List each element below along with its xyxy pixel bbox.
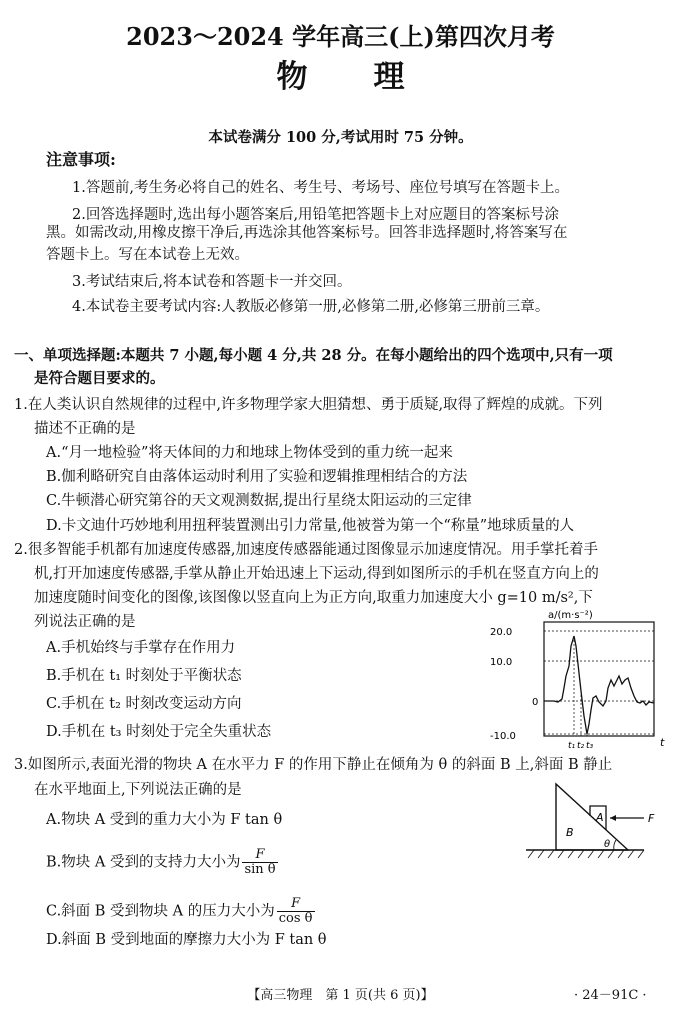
q3-option-d: D.斜面 B 受到地面的摩擦力大小为 F tan θ <box>46 932 327 948</box>
exam-info: 本试卷满分 100 分,考试用时 75 分钟。 <box>208 129 473 146</box>
notice-item-4: 4.本试卷主要考试内容:人教版必修第一册,必修第二册,必修第三册前三章。 <box>72 299 550 315</box>
q3-stem-cont: 在水平地面上,下列说法正确的是 <box>34 782 242 798</box>
t2-label: t₂ <box>577 741 585 751</box>
exam-title: 2023～2024 学年高三(上)第四次月考 <box>126 22 555 51</box>
q2-stem: 2.很多智能手机都有加速度传感器,加速度传感器能通过图像显示加速度情况。用手掌托着手 <box>14 542 598 558</box>
section1-heading-cont: 是符合题目要求的。 <box>34 370 165 387</box>
q2-option-c: C.手机在 t₂ 时刻改变运动方向 <box>46 696 242 712</box>
q3-option-b-denominator: sin θ <box>244 862 276 877</box>
q2-stem-cont: 机,打开加速度传感器,手掌从静止开始迅速上下运动,得到如图所示的手机在竖直方向上的 <box>34 566 599 582</box>
paper-code: · 24－91C · <box>574 988 647 1003</box>
graph-ylabel: a/(m·s⁻²) <box>548 610 593 621</box>
graph-xlabel: t <box>660 736 665 749</box>
q3-option-b-fraction <box>242 848 277 877</box>
q3-option-b-numerator: F <box>242 848 277 863</box>
section1-heading: 一、单项选择题:本题共 7 小题,每小题 4 分,共 28 分。在每小题给出的四个选项中,只有一项 <box>14 347 613 364</box>
q1-stem-cont: 描述不正确的是 <box>34 421 136 437</box>
t1-label: t₁ <box>568 741 576 751</box>
q3-option-c-fraction <box>277 897 315 926</box>
label-b: B <box>566 826 574 839</box>
q3-option-c-text: C.斜面 B 受到物块 A 的压力大小为 <box>46 903 275 920</box>
q3-stem: 3.如图所示,表面光滑的物块 A 在水平力 F 的作用下静止在倾角为 θ 的斜面 B 上,斜面 B 静止 <box>14 757 613 773</box>
q2-stem-cont3: 列说法正确的是 <box>34 614 136 630</box>
notice-item-3: 3.考试结束后,将本试卷和答题卡一并交回。 <box>72 274 352 290</box>
graph-frame <box>544 622 654 736</box>
notice-item-2-cont: 黑。如需改动,用橡皮擦干净后,再选涂其他答案标号。回答非选择题时,将答案写在 <box>46 225 568 241</box>
q3-option-c-denominator: cos θ <box>278 911 313 926</box>
notice-heading: 注意事项: <box>46 150 116 169</box>
acceleration-time-graph <box>488 606 674 752</box>
ground-hatch <box>528 850 644 858</box>
notice-item-2-cont2: 答题卡上。写在本试卷上无效。 <box>46 247 249 263</box>
q3-option-b <box>46 848 280 877</box>
q2-stem-cont2: 加速度随时间变化的图像,该图像以竖直向上为正方向,取重力加速度大小 g=10 m/s²,下 <box>34 590 593 606</box>
q3-option-c <box>46 897 317 926</box>
q1-option-d: D.卡文迪什巧妙地利用扭秤装置测出引力常量,他被誉为第一个“称量”地球质量的人 <box>46 518 575 534</box>
label-theta: θ <box>604 839 611 850</box>
q2-option-b: B.手机在 t₁ 时刻处于平衡状态 <box>46 668 242 684</box>
q1-option-a: A.“月一地检验”将天体间的力和地球上物体受到的重力统一起来 <box>46 445 453 461</box>
tick-neg10: -10.0 <box>490 731 516 742</box>
subject-title: 物理 <box>276 59 471 95</box>
tick-0: 0 <box>532 697 539 708</box>
angle-arc <box>614 840 616 850</box>
label-f: F <box>648 812 655 825</box>
q3-option-b-text: B.物块 A 受到的支持力大小为 <box>46 854 241 871</box>
notice-item-1: 1.答题前,考生务必将自己的姓名、考生号、考场号、座位号填写在答题卡上。 <box>72 180 569 196</box>
tick-20: 20.0 <box>490 627 513 638</box>
t3-label: t₃ <box>586 741 594 751</box>
q1-stem: 1.在人类认识自然规律的过程中,许多物理学家大胆猜想、勇于质疑,取得了辉煌的成就。下列 <box>14 397 603 413</box>
q3-option-c-numerator: F <box>277 897 315 912</box>
incline-figure <box>520 778 670 860</box>
label-a: A <box>596 811 604 824</box>
incline-b <box>556 784 628 850</box>
q1-option-c: C.牛顿潜心研究第谷的天文观测数据,提出行星绕太阳运动的三定律 <box>46 493 472 509</box>
tick-10: 10.0 <box>490 657 513 668</box>
force-arrow-head <box>610 815 616 821</box>
q2-option-d: D.手机在 t₃ 时刻处于完全失重状态 <box>46 724 272 740</box>
q2-option-a: A.手机始终与手掌存在作用力 <box>46 640 236 656</box>
acceleration-curve <box>544 636 654 734</box>
page-footer: 【高三物理 第 1 页(共 6 页)】 <box>247 988 434 1003</box>
q3-option-a: A.物块 A 受到的重力大小为 F tan θ <box>46 812 283 828</box>
notice-item-2: 2.回答选择题时,选出每小题答案后,用铅笔把答题卡上对应题目的答案标号涂 <box>72 207 560 223</box>
q1-option-b: B.伽利略研究自由落体运动时利用了实验和逻辑推理相结合的方法 <box>46 469 468 485</box>
